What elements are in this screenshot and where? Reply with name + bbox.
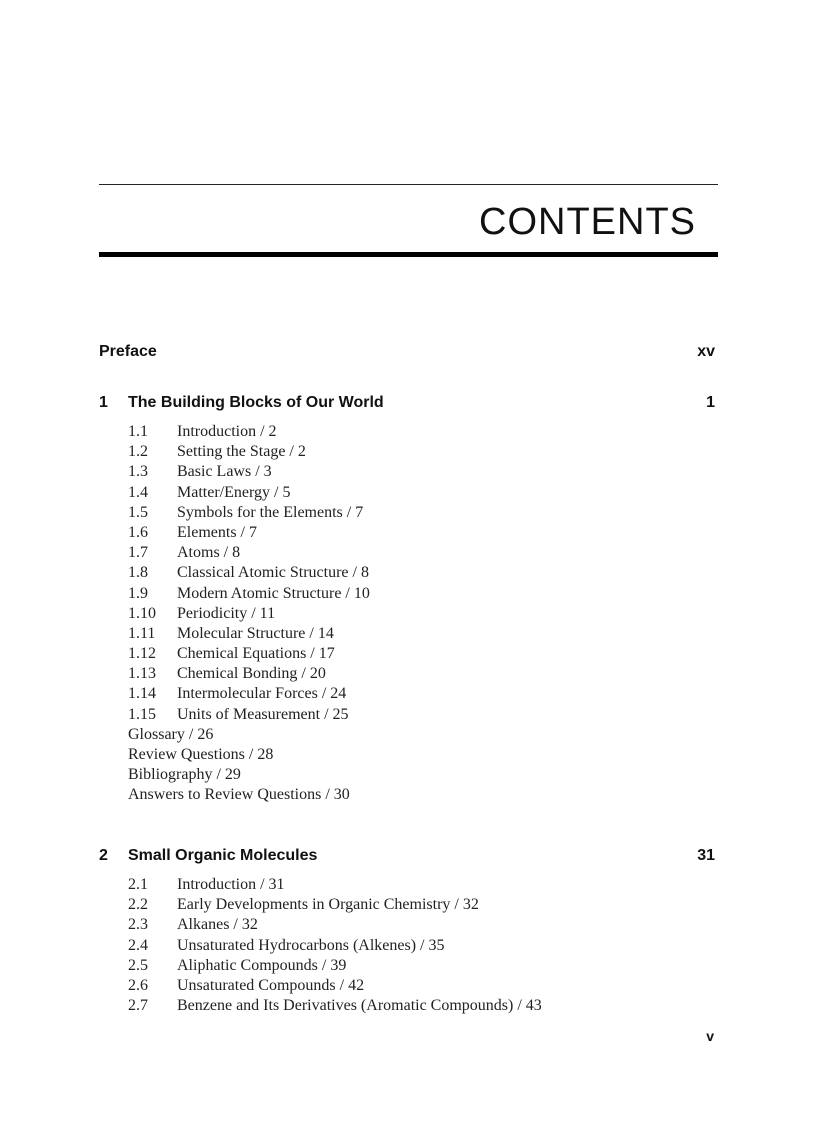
section-title: Early Developments in Organic Chemistry / 32 [177, 896, 479, 914]
toc-entry[interactable] [128, 442, 370, 462]
toc-entry[interactable] [128, 725, 370, 745]
section-number: 1.6 [128, 523, 148, 541]
toc-entry[interactable] [128, 483, 370, 503]
section-number: 1.1 [128, 423, 148, 440]
chapter-number: 2 [99, 847, 108, 864]
section-number: 1.4 [128, 483, 148, 501]
section-title: Symbols for the Elements / 7 [177, 503, 364, 521]
section-number: 1.2 [128, 443, 148, 461]
section-number: 1.15 [128, 705, 156, 723]
toc-entry[interactable] [128, 563, 370, 583]
chapter-2-entries [128, 875, 542, 1016]
section-number: 1.5 [128, 503, 148, 521]
section-number: 1.11 [128, 624, 156, 642]
toc-entry[interactable] [128, 915, 542, 935]
toc-entry[interactable] [128, 543, 370, 563]
toc-entry[interactable] [128, 976, 542, 996]
section-title: Periodicity / 11 [177, 604, 276, 622]
toc-entry[interactable] [128, 644, 370, 664]
page-folio: v [706, 1028, 714, 1044]
toc-entry[interactable] [128, 523, 370, 543]
toc-entry[interactable] [128, 996, 542, 1016]
section-number: 2.4 [128, 936, 148, 954]
section-number: 2.7 [128, 997, 148, 1015]
toc-entry[interactable] [128, 462, 370, 482]
section-title: Classical Atomic Structure / 8 [177, 564, 369, 582]
toc-entry[interactable] [128, 684, 370, 704]
section-title: Modern Atomic Structure / 10 [177, 584, 370, 602]
section-title: Introduction / 31 [177, 876, 285, 893]
toc-entry[interactable] [128, 422, 370, 442]
toc-entry[interactable] [128, 765, 370, 785]
section-title: Unsaturated Hydrocarbons (Alkenes) / 35 [177, 936, 445, 954]
toc-entry[interactable] [128, 956, 542, 976]
section-title: Basic Laws / 3 [177, 463, 272, 481]
toc-entry[interactable] [128, 624, 370, 644]
chapter-number: 1 [99, 394, 108, 411]
section-title: Matter/Energy / 5 [177, 483, 291, 501]
toc-entry[interactable] [128, 785, 370, 805]
toc-entry[interactable] [128, 875, 542, 895]
toc-entry[interactable] [128, 664, 370, 684]
section-title: Elements / 7 [177, 523, 257, 541]
section-title: Benzene and Its Derivatives (Aromatic Compounds) / 43 [177, 997, 542, 1015]
section-number: 2.6 [128, 976, 148, 994]
section-title: Chemical Bonding / 20 [177, 665, 326, 683]
section-number: 1.7 [128, 544, 148, 562]
section-title: Atoms / 8 [177, 544, 241, 562]
section-title: Bibliography / 29 [128, 766, 241, 784]
section-number: 2.1 [128, 876, 148, 893]
toc-entry[interactable] [128, 503, 370, 523]
top-rule [99, 184, 718, 185]
chapter-page: 1 [706, 394, 715, 411]
chapter-title: The Building Blocks of Our World [128, 394, 384, 411]
section-number: 1.14 [128, 685, 156, 703]
section-title: Review Questions / 28 [128, 746, 274, 763]
preface-page: xv [697, 343, 715, 360]
page-title: CONTENTS [479, 201, 696, 243]
section-title: Unsaturated Compounds / 42 [177, 976, 365, 994]
section-number: 1.13 [128, 665, 156, 683]
toc-preface[interactable] [99, 342, 718, 362]
section-title: Units of Measurement / 25 [177, 705, 349, 723]
toc-chapter-1[interactable] [99, 393, 718, 413]
section-title: Introduction / 2 [177, 423, 277, 440]
title-rule [99, 252, 718, 257]
section-title: Alkanes / 32 [177, 916, 258, 934]
toc-entry[interactable] [128, 705, 370, 725]
section-number: 1.12 [128, 645, 156, 663]
section-title: Setting the Stage / 2 [177, 443, 306, 461]
section-title: Glossary / 26 [128, 725, 214, 743]
toc-entry[interactable] [128, 745, 370, 765]
section-number: 1.3 [128, 463, 148, 481]
toc-entry[interactable] [128, 895, 542, 915]
section-title: Chemical Equations / 17 [177, 645, 335, 663]
section-title: Answers to Review Questions / 30 [128, 786, 350, 804]
section-number: 2.2 [128, 896, 148, 914]
section-number: 2.5 [128, 956, 148, 974]
toc-chapter-2[interactable] [99, 846, 718, 866]
toc-entry[interactable] [128, 584, 370, 604]
toc-entry[interactable] [128, 604, 370, 624]
toc-entry[interactable] [128, 936, 542, 956]
section-number: 1.10 [128, 604, 156, 622]
section-number: 1.8 [128, 564, 148, 582]
chapter-page: 31 [697, 847, 715, 864]
section-number: 2.3 [128, 916, 148, 934]
section-number: 1.9 [128, 584, 148, 602]
chapter-1-entries [128, 422, 370, 806]
preface-label: Preface [99, 343, 157, 360]
chapter-title: Small Organic Molecules [128, 847, 318, 864]
section-title: Molecular Structure / 14 [177, 624, 334, 642]
section-title: Aliphatic Compounds / 39 [177, 956, 347, 974]
section-title: Intermolecular Forces / 24 [177, 685, 347, 703]
